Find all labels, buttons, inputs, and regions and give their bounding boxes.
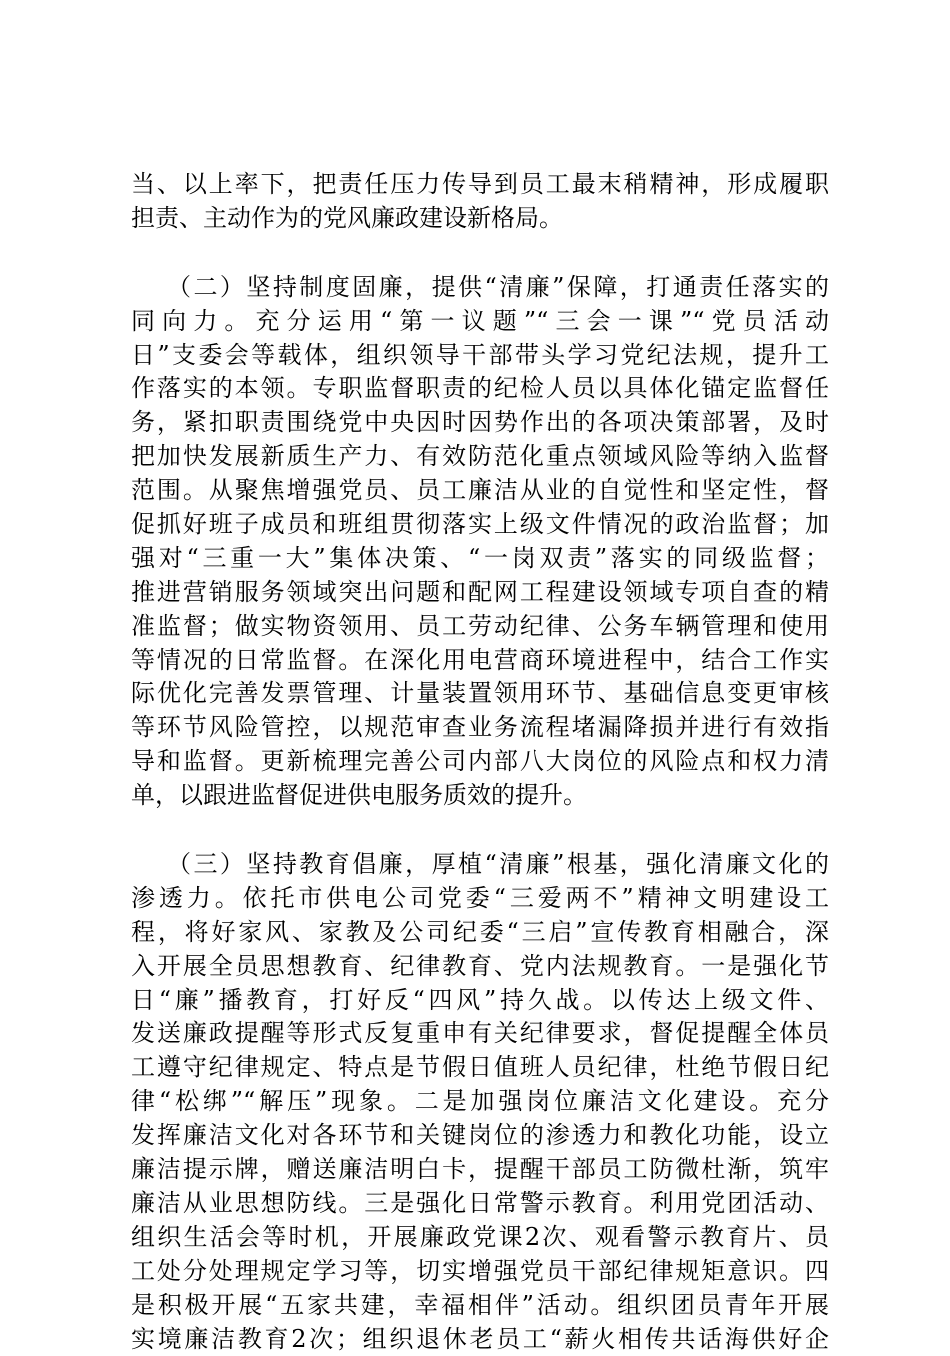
text-line: 同向力。充分运用“第一议题”“三会一课”“党员活动 [131, 305, 829, 339]
text-line: 律“松绑”“解压”现象。二是加强岗位廉洁文化建设。充分 [131, 1085, 829, 1119]
text-line: 发送廉政提醒等形式反复重申有关纪律要求，督促提醒全体员 [131, 1017, 829, 1051]
text-line: 把加快发展新质生产力、有效防范化重点领域风险等纳入监督 [131, 440, 829, 474]
text-line: 范围。从聚焦增强党员、员工廉洁从业的自觉性和坚定性，督 [131, 474, 829, 508]
text-line: 工遵守纪律规定、特点是节假日值班人员纪律，杜绝节假日纪 [131, 1051, 829, 1085]
text-line: （二）坚持制度固廉，提供“清廉”保障，打通责任落实的 [131, 271, 829, 305]
text-line: 工处分处理规定学习等，切实增强党员干部纪律规矩意识。四 [131, 1255, 829, 1289]
text-line: 日“廉”播教育，打好反“四风”持久战。以传达上级文件、 [131, 984, 829, 1018]
text-line: 强对“三重一大”集体决策、“一岗双责”落实的同级监督； [131, 542, 829, 576]
text-line: （三）坚持教育倡廉，厚植“清廉”根基，强化清廉文化的 [131, 848, 829, 882]
text-line: 发挥廉洁文化对各环节和关键岗位的渗透力和教化功能，设立 [131, 1119, 829, 1153]
text-line: 准监督；做实物资领用、员工劳动纪律、公务车辆管理和使用 [131, 610, 829, 644]
text-line: 务，紧扣职责围绕党中央因时因势作出的各项决策部署，及时 [131, 406, 829, 440]
text-line: 渗透力。依托市供电公司党委“三爱两不”精神文明建设工 [131, 882, 829, 916]
text-line: 入开展全员思想教育、纪律教育、党内法规教育。一是强化节 [131, 950, 829, 984]
text-line: 日”支委会等载体，组织领导干部带头学习党纪法规，提升工 [131, 339, 829, 373]
text-line: 组织生活会等时机，开展廉政党课2次、观看警示教育片、员 [131, 1221, 829, 1255]
text-line: 推进营销服务领域突出问题和配网工程建设领域专项自查的精 [131, 576, 829, 610]
text-line: 是积极开展“五家共建，幸福相伴”活动。组织团员青年开展 [131, 1289, 829, 1323]
text-line: 单，以跟进监督促进供电服务质效的提升。 [131, 779, 829, 813]
text-line: 廉洁提示牌，赠送廉洁明白卡，提醒干部员工防微杜渐，筑牢 [131, 1153, 829, 1187]
text-line: 担责、主动作为的党风廉政建设新格局。 [131, 202, 829, 236]
text-line: 作落实的本领。专职监督职责的纪检人员以具体化锚定监督任 [131, 372, 829, 406]
text-line: 导和监督。更新梳理完善公司内部八大岗位的风险点和权力清 [131, 745, 829, 779]
text-line: 廉洁从业思想防线。三是强化日常警示教育。利用党团活动、 [131, 1187, 829, 1221]
text-line: 程，将好家风、家教及公司纪委“三启”宣传教育相融合，深 [131, 916, 829, 950]
text-line: 等环节风险管控，以规范审查业务流程堵漏降损并进行有效指 [131, 711, 829, 745]
paragraph-2 [131, 271, 829, 813]
document-body [131, 168, 829, 1356]
paragraph-3 [131, 848, 829, 1356]
text-line: 实境廉洁教育2次；组织退休老员工“薪火相传共话海供好企 [131, 1323, 829, 1356]
text-line: 当、以上率下，把责任压力传导到员工最末稍精神，形成履职 [131, 168, 829, 202]
paragraph-1 [131, 168, 829, 236]
text-line: 际优化完善发票管理、计量装置领用环节、基础信息变更审核 [131, 677, 829, 711]
text-line: 促抓好班子成员和班组贯彻落实上级文件情况的政治监督；加 [131, 508, 829, 542]
text-line: 等情况的日常监督。在深化用电营商环境进程中，结合工作实 [131, 644, 829, 678]
